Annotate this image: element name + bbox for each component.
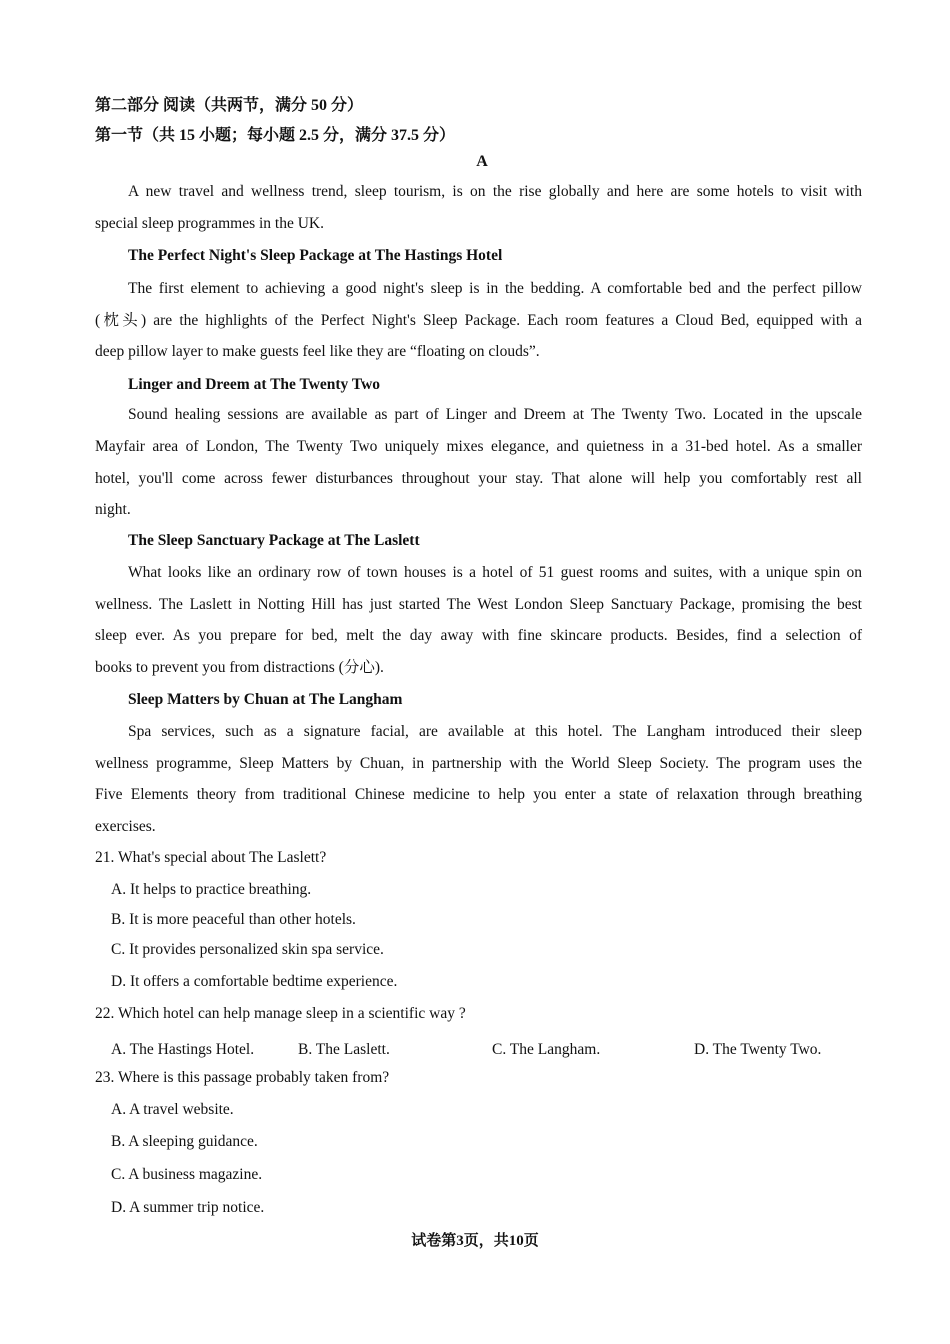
paragraph-line: deep pillow layer to make guests feel like they are “floating on clouds”.: [95, 343, 540, 360]
answer-option: A. The Hastings Hotel.: [111, 1041, 255, 1058]
answer-option: A. It helps to practice breathing.: [111, 881, 312, 898]
answer-option: D. A summer trip notice.: [111, 1199, 265, 1216]
hotel-title: Sleep Matters by Chuan at The Langham: [128, 691, 403, 708]
paragraph-line: books to prevent you from distractions (分心).: [95, 659, 384, 676]
paragraph-line: Spa services, such as a signature facial, are available at this hotel. The Langham introduced their sleep: [128, 723, 862, 740]
section-heading: 第一节（共 15 小题；每小题 2.5 分，满分 37.5 分）: [95, 127, 456, 144]
paragraph-line: night.: [95, 501, 131, 518]
paragraph-line: hotel, you'll come across fewer disturbances throughout your stay. That alone will help you comfortably rest all: [95, 470, 862, 487]
answer-option: D. The Twenty Two.: [694, 1041, 822, 1058]
paragraph-line: wellness. The Laslett in Notting Hill has just started The West London Sleep Sanctuary Package, promising the best: [95, 596, 862, 613]
paragraph-line: exercises.: [95, 818, 156, 835]
hotel-title: The Sleep Sanctuary Package at The Laslett: [128, 532, 420, 549]
paragraph-line: What looks like an ordinary row of town houses is a hotel of 51 guest rooms and suites, with a unique spin on: [128, 564, 862, 581]
hotel-title: The Perfect Night's Sleep Package at The Hastings Hotel: [128, 247, 503, 264]
answer-option: D. It offers a comfortable bedtime experience.: [111, 973, 398, 990]
paragraph-line: Five Elements theory from traditional Chinese medicine to help you enter a state of relaxation through breathing: [95, 786, 862, 803]
answer-option: C. The Langham.: [492, 1041, 601, 1058]
answer-option: C. A business magazine.: [111, 1166, 263, 1183]
question-stem: 22. Which hotel can help manage sleep in a scientific way ?: [95, 1005, 466, 1022]
paragraph-line: wellness programme, Sleep Matters by Chuan, in partnership with the World Sleep Society. The program uses the: [95, 755, 862, 772]
paragraph-line: Sound healing sessions are available as part of Linger and Dreem at The Twenty Two. Located in the upscale: [128, 406, 862, 423]
answer-option: C. It provides personalized skin spa service.: [111, 941, 384, 958]
question-stem: 23. Where is this passage probably taken from?: [95, 1069, 390, 1086]
intro-line: A new travel and wellness trend, sleep tourism, is on the rise globally and here are some hotels to visit with: [128, 183, 862, 200]
answer-option: A. A travel website.: [111, 1101, 234, 1118]
paragraph-line: sleep ever. As you prepare for bed, melt the day away with fine skincare products. Besides, find a selection of: [95, 627, 862, 644]
intro-line: special sleep programmes in the UK.: [95, 215, 324, 232]
answer-option: B. A sleeping guidance.: [111, 1133, 258, 1150]
paragraph-line: (枕头) are the highlights of the Perfect Night's Sleep Package. Each room features a Cloud Bed, equipped with a: [95, 312, 862, 329]
page-number: 试卷第3页，共10页: [411, 1233, 539, 1249]
hotel-title: Linger and Dreem at The Twenty Two: [128, 376, 381, 393]
answer-option: B. The Laslett.: [298, 1041, 390, 1058]
passage-label: A: [476, 153, 488, 170]
paragraph-line: The first element to achieving a good night's sleep is in the bedding. A comfortable bed and the perfect pillow: [128, 280, 862, 297]
paragraph-line: Mayfair area of London, The Twenty Two uniquely mixes elegance, and quietness in a 31-bed hotel. As a smaller: [95, 438, 862, 455]
question-stem: 21. What's special about The Laslett?: [95, 849, 327, 866]
answer-option: B. It is more peaceful than other hotels.: [111, 911, 356, 928]
part-heading: 第二部分 阅读（共两节，满分 50 分）: [95, 97, 364, 114]
